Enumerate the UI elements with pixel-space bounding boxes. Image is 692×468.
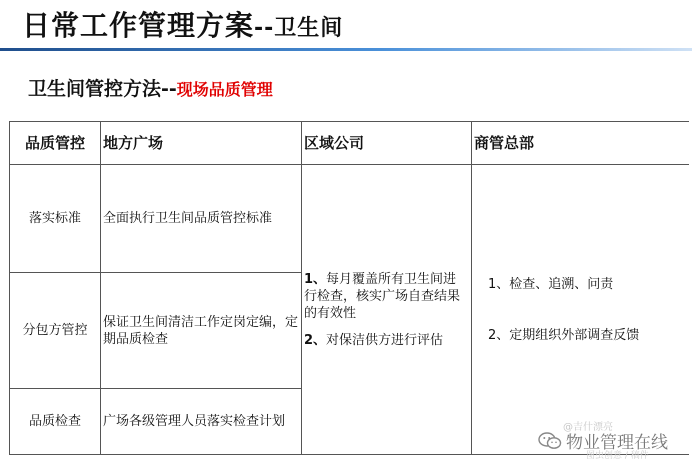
subtitle-main: 卫生间管控方法-- — [28, 78, 177, 100]
watermark-faint-bottom: 图虫创意 / 稿件 — [586, 451, 649, 461]
plaza-cell-inspection: 广场各级管理人员落实检查计划 — [101, 389, 302, 455]
header-regional-company: 区域公司 — [302, 122, 472, 165]
header-hq: 商管总部 — [472, 122, 690, 165]
header-local-plaza: 地方广场 — [101, 122, 302, 165]
row-label-standards: 落实标准 — [10, 165, 101, 273]
row-label-subcontractor: 分包方管控 — [10, 273, 101, 389]
regional-company-cell — [302, 165, 472, 455]
header-quality-control: 品质管控 — [10, 122, 101, 165]
plaza-cell-standards: 全面执行卫生间品质管控标准 — [101, 165, 302, 273]
section-subtitle — [28, 74, 273, 101]
hq-cell — [472, 165, 690, 455]
page-title-sub: --卫生间 — [254, 16, 344, 41]
wechat-icon — [538, 432, 562, 450]
quality-control-table — [9, 121, 689, 455]
page-title-main: 日常工作管理方案 — [22, 9, 255, 42]
regional-item-1: 1、每月覆盖所有卫生间进行检查，核实广场自查结果的有效性 — [304, 271, 461, 321]
table-row — [10, 165, 690, 273]
plaza-cell-subcontractor: 保证卫生间清洁工作定岗定编，定期品质检查 — [101, 273, 302, 389]
subtitle-highlight: 现场品质管理 — [176, 80, 273, 99]
hq-item-1: 1、检查、追溯、问责 — [488, 276, 614, 292]
watermark-faint-top: @吉什漂亮 — [563, 422, 613, 433]
title-divider — [0, 48, 692, 51]
regional-item-2: 2、对保洁供方进行评估 — [304, 332, 444, 348]
watermark-brand: 物业管理在线 — [566, 433, 668, 453]
table-header-row — [10, 122, 690, 165]
row-label-inspection: 品质检查 — [10, 389, 101, 455]
page-title — [22, 4, 343, 44]
hq-item-2: 2、定期组织外部调查反馈 — [488, 327, 640, 343]
